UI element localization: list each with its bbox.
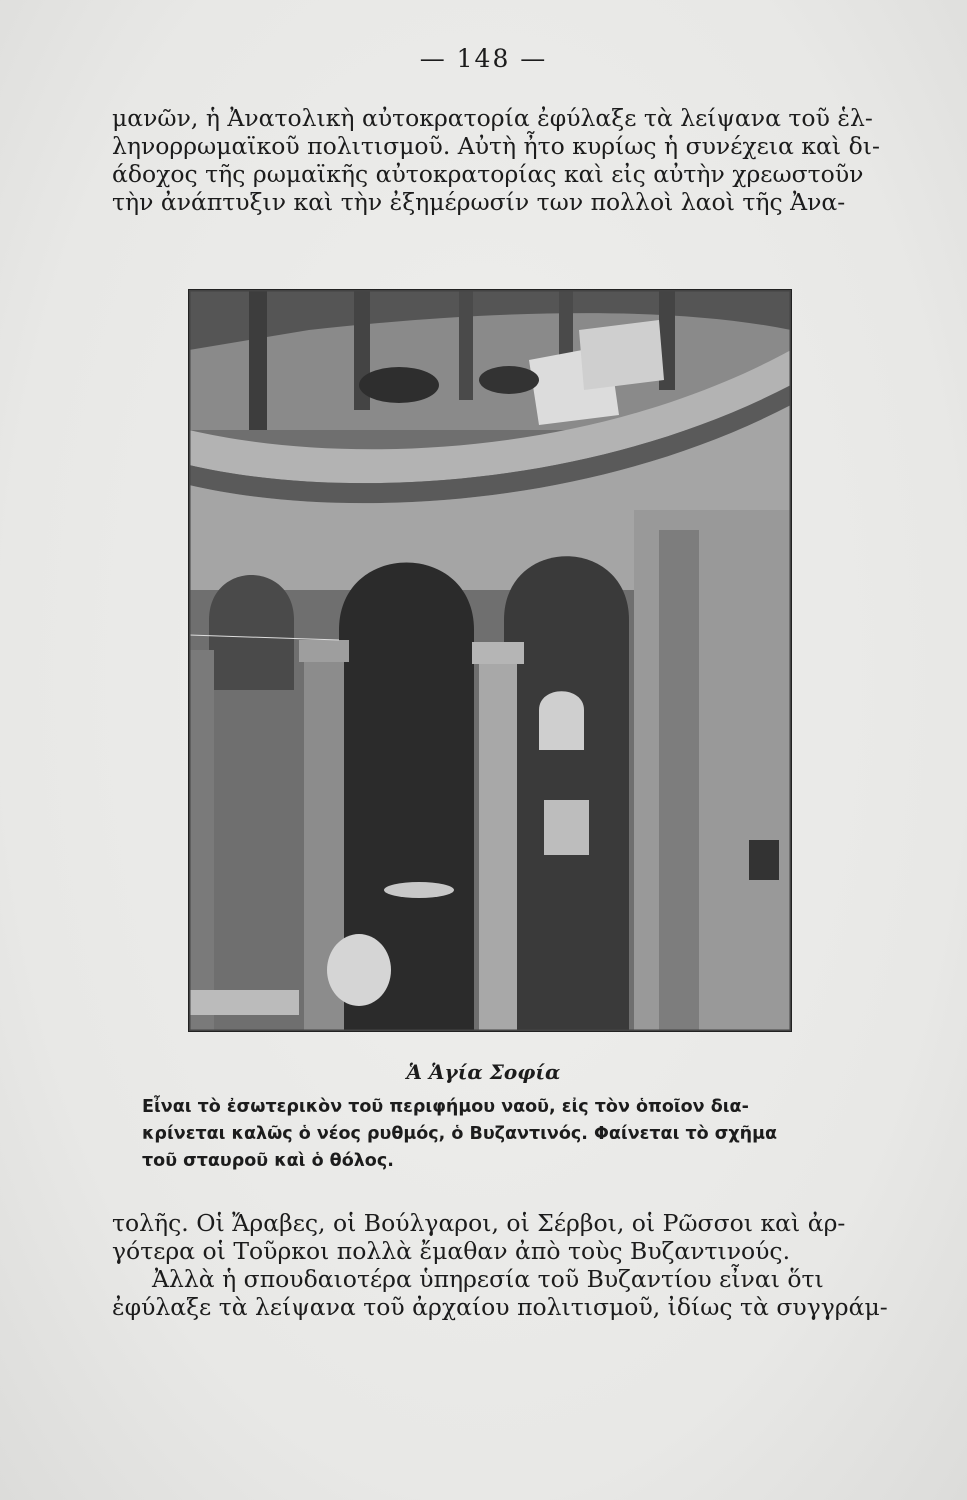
text-line: μανῶν, ἡ Ἀνατολικὴ αὐτοκρατορία ἐφύλαξε τὰ λείψανα τοῦ ἑλ-	[112, 104, 873, 132]
top-paragraph	[112, 104, 882, 216]
bottom-paragraph	[112, 1209, 888, 1321]
caption-line: τοῦ σταυροῦ καὶ ὁ θόλος.	[142, 1151, 394, 1171]
caption-line: κρίνεται καλῶς ὁ νέος ρυθμός, ὁ Βυζαντινός. Φαίνεται τὸ σχῆμα	[142, 1124, 778, 1144]
text-line: Ἀλλὰ ἡ σπουδαιοτέρα ὑπηρεσία τοῦ Βυζαντίου εἶναι ὅτι	[152, 1265, 824, 1293]
text-line: άδοχος τῆς ρωμαϊκῆς αὐτοκρατορίας καὶ εἰς αὐτὴν χρεωστοῦν	[112, 160, 864, 188]
caption-line: Εἶναι τὸ ἐσωτερικὸν τοῦ περιφήμου ναοῦ, εἰς τὸν ὁποῖον δια-	[142, 1097, 749, 1117]
text-line: ληνορρωμαϊκοῦ πολιτισμοῦ. Αὐτὴ ἦτο κυρίως ἡ συνέχεια καὶ δι-	[112, 132, 880, 160]
hagia-sophia-interior-photo	[188, 289, 792, 1032]
figure-caption	[142, 1094, 867, 1175]
figure-caption-title: Ἁ Ἁγία Σοφία	[406, 1060, 561, 1084]
text-line: τὴν ἀνάπτυξιν καὶ τὴν ἐξημέρωσίν των πολλοὶ λαοὶ τῆς Ἀνα-	[112, 188, 846, 216]
page-number: — 148 —	[419, 44, 548, 73]
text-line: τολῆς. Οἱ Ἄραβες, οἱ Βούλγαροι, οἱ Σέρβοι, οἱ Ρῶσσοι καὶ ἀρ-	[112, 1209, 846, 1237]
text-line: γότερα οἱ Τοῦρκοι πολλὰ ἔμαθαν ἀπὸ τοὺς Βυζαντινούς.	[112, 1237, 791, 1265]
text-line: ἐφύλαξε τὰ λείψανα τοῦ ἀρχαίου πολιτισμοῦ, ἰδίως τὰ συγγράμ-	[112, 1293, 888, 1321]
